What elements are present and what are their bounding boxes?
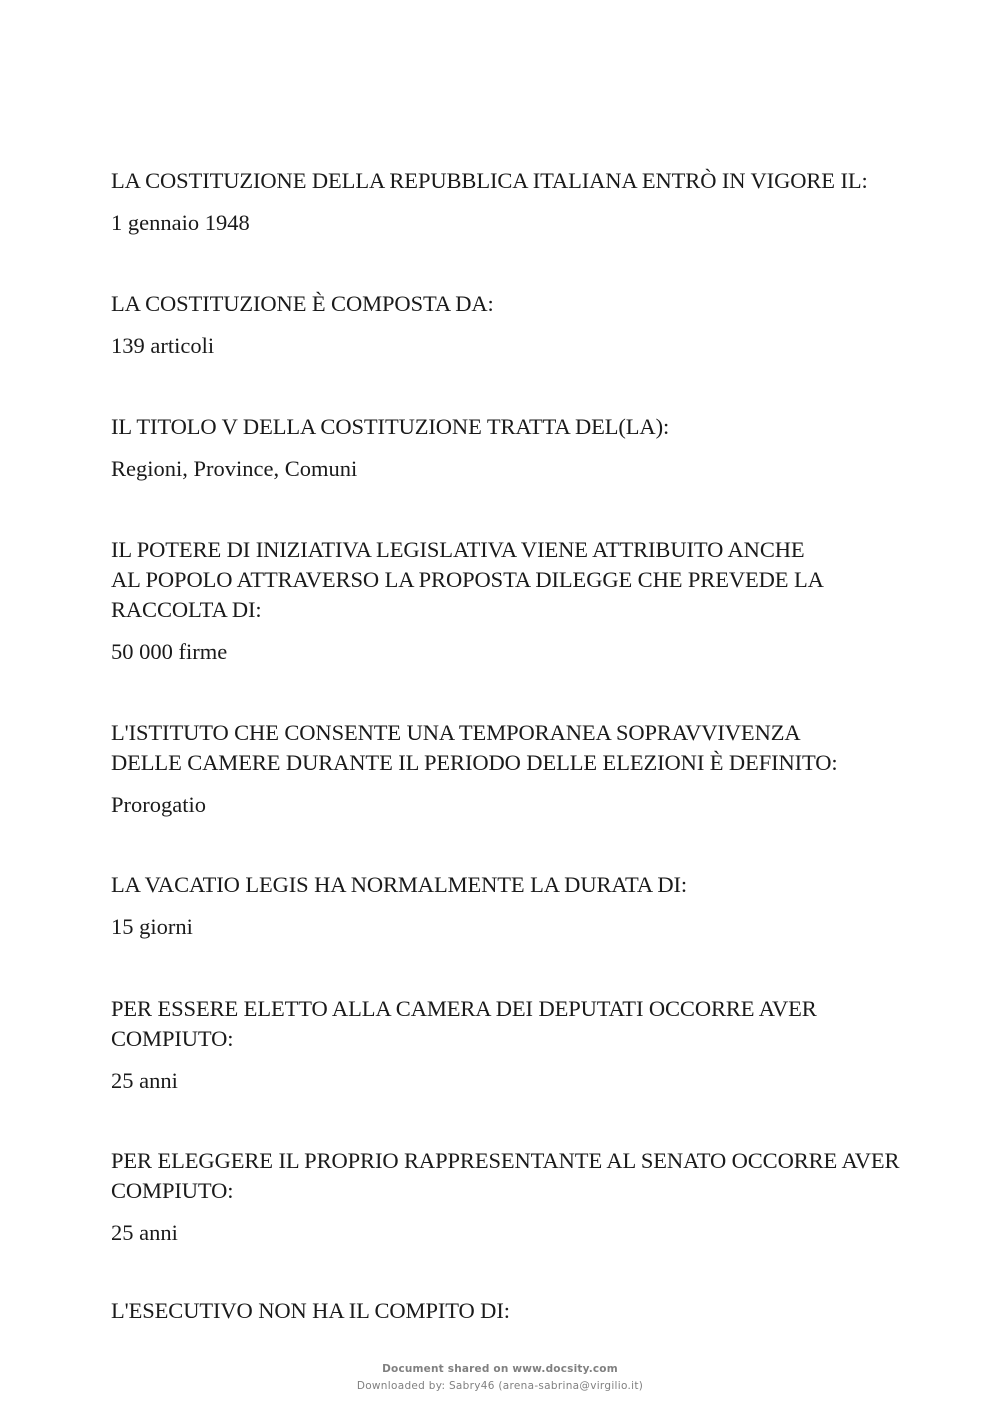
- footer-download-notice: Downloaded by: Sabry46 (arena-sabrina@virgilio.it): [356, 1380, 644, 1392]
- question-text: L'ISTITUTO CHE CONSENTE UNA TEMPORANEA SOPRAVVIVENZA DELLE CAMERE DURANTE IL PERIODO DELLE ELEZIONI È DEFINITO:: [111, 720, 838, 775]
- qa-item-7: [111, 994, 971, 1096]
- question-text: PER ESSERE ELETTO ALLA CAMERA DEI DEPUTATI OCCORRE AVER COMPIUTO:: [111, 996, 817, 1051]
- answer-text: 139 articoli: [111, 333, 215, 358]
- answer-text: Regioni, Province, Comuni: [111, 456, 358, 481]
- question-text: LA COSTITUZIONE DELLA REPUBBLICA ITALIANA ENTRÒ IN VIGORE IL:: [111, 168, 868, 193]
- qa-item-8: [111, 1146, 971, 1248]
- qa-item-1: [111, 166, 971, 238]
- qa-item-4: [111, 535, 971, 667]
- question-text: PER ELEGGERE IL PROPRIO RAPPRESENTANTE AL SENATO OCCORRE AVER COMPIUTO:: [111, 1148, 900, 1203]
- answer-text: 50 000 firme: [111, 639, 228, 664]
- qa-item-6: [111, 870, 971, 942]
- qa-item-5: [111, 718, 971, 820]
- qa-item-9: [111, 1296, 971, 1326]
- qa-item-2: [111, 289, 971, 361]
- qa-item-3: [111, 412, 971, 484]
- question-text: L'ESECUTIVO NON HA IL COMPITO DI:: [111, 1298, 510, 1323]
- question-text: LA COSTITUZIONE È COMPOSTA DA:: [111, 291, 494, 316]
- answer-text: 25 anni: [111, 1068, 178, 1093]
- answer-text: 25 anni: [111, 1220, 178, 1245]
- question-text: LA VACATIO LEGIS HA NORMALMENTE LA DURATA DI:: [111, 872, 688, 897]
- question-text: IL POTERE DI INIZIATIVA LEGISLATIVA VIENE ATTRIBUITO ANCHE AL POPOLO ATTRAVERSO LA PROPOSTA DILEGGE CHE PREVEDE LA RACCOLTA DI:: [111, 537, 824, 622]
- question-text: IL TITOLO V DELLA COSTITUZIONE TRATTA DEL(LA):: [111, 414, 670, 439]
- footer-shared-notice: Document shared on www.docsity.com: [382, 1363, 618, 1375]
- answer-text: 1 gennaio 1948: [111, 210, 250, 235]
- answer-text: 15 giorni: [111, 914, 193, 939]
- answer-text: Prorogatio: [111, 792, 206, 817]
